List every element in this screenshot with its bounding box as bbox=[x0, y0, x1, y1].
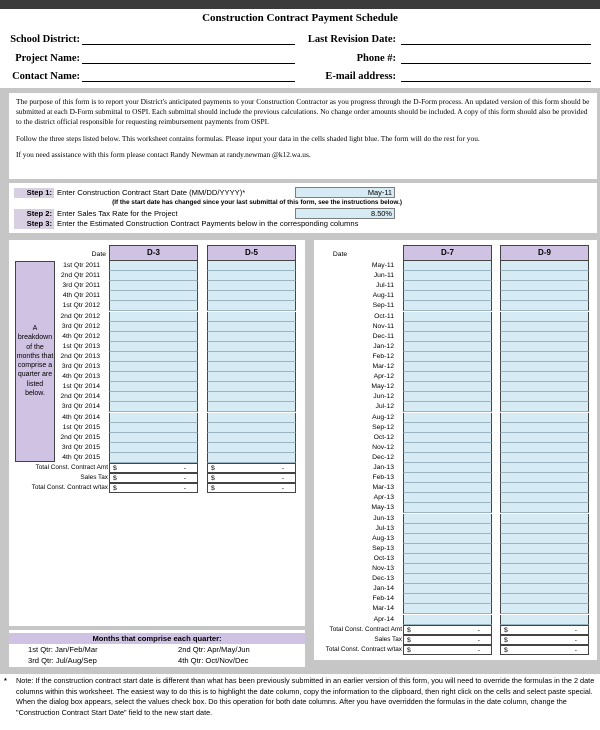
month-date-label: Jul-11 bbox=[375, 282, 394, 290]
payment-input-d-5[interactable] bbox=[207, 402, 296, 412]
month-date-label: Feb-13 bbox=[372, 474, 394, 482]
payment-input-d-7[interactable] bbox=[403, 402, 492, 412]
currency-symbol: $ bbox=[211, 465, 215, 472]
month-date-label: May-12 bbox=[371, 383, 394, 391]
total-value: - bbox=[574, 626, 577, 634]
payment-input-d-9[interactable] bbox=[500, 483, 589, 493]
payment-input-d-9[interactable] bbox=[500, 453, 589, 463]
total-value-cell bbox=[403, 635, 492, 645]
payment-input-d-7[interactable] bbox=[403, 443, 492, 453]
step2-text: Enter Sales Tax Rate for the Project bbox=[57, 209, 178, 218]
payment-input-d-3[interactable] bbox=[109, 413, 198, 423]
payment-input-d-9[interactable] bbox=[500, 271, 589, 281]
total-label: Total Const. Contract w/tax bbox=[31, 484, 108, 492]
page-title: Construction Contract Payment Schedule bbox=[202, 12, 398, 24]
payment-input-d-9[interactable] bbox=[500, 342, 589, 352]
month-date-label: Nov-12 bbox=[372, 443, 394, 451]
quarter-date-label: 4th Qtr 2012 bbox=[62, 332, 100, 340]
payment-input-d-7[interactable] bbox=[403, 574, 492, 584]
month-date-label: Jan-13 bbox=[373, 464, 394, 471]
payment-input-d-9[interactable] bbox=[500, 392, 589, 402]
payment-input-d-9[interactable] bbox=[500, 615, 589, 625]
currency-symbol: $ bbox=[407, 636, 411, 644]
step1-note: (If the start date has changed since your last submittal of this form, see the instructions below.) bbox=[112, 199, 402, 206]
start-date-input[interactable]: May-11 bbox=[295, 187, 395, 198]
quarter-date-label: 3rd Qtr 2012 bbox=[61, 322, 100, 330]
payment-input-d-7[interactable] bbox=[403, 544, 492, 554]
month-date-label: Feb-12 bbox=[372, 352, 394, 360]
month-date-label: Aug-11 bbox=[372, 292, 394, 300]
phone-label: Phone #: bbox=[356, 53, 396, 64]
month-date-label: Jul-13 bbox=[375, 524, 394, 532]
total-value: - bbox=[281, 465, 284, 472]
payment-input-d-3[interactable] bbox=[109, 271, 198, 281]
payment-input-d-7[interactable] bbox=[403, 584, 492, 594]
month-date-label: Dec-11 bbox=[372, 332, 394, 340]
payment-input-d-7[interactable] bbox=[403, 423, 492, 433]
payment-input-d-9[interactable] bbox=[500, 402, 589, 412]
payment-input-d-9[interactable] bbox=[500, 544, 589, 554]
note-text: Note: If the construction contract start date is different than what has been previously submitted in an earlier version of this form, you will need to override the formulas in the 2 date columns within this worksheet. The easiest way to do this is to highlight the date column, copy the information to the clipboard, then right click on the cells and select paste special. When the dialog box appears, select the values check box. Do this operation for both date columns. After you have overridden the formulas in the date column, change the "Construction Contract Start Date" field to the new start date. bbox=[16, 676, 595, 717]
school-district-field[interactable] bbox=[82, 34, 295, 45]
payment-input-d-7[interactable] bbox=[403, 453, 492, 463]
right-date-header: Date bbox=[332, 251, 348, 258]
payment-input-d-9[interactable] bbox=[500, 584, 589, 594]
total-value-cell bbox=[403, 645, 492, 655]
quarter-date-label: 3rd Qtr 2014 bbox=[61, 403, 100, 411]
currency-symbol: $ bbox=[113, 475, 117, 483]
month-date-label: Nov-11 bbox=[372, 322, 394, 330]
month-date-label: Jul-12 bbox=[375, 403, 394, 411]
payment-input-d-7[interactable] bbox=[403, 382, 492, 392]
phone-field[interactable] bbox=[401, 53, 591, 64]
step3-text: Enter the Estimated Construction Contract Payments below in the corresponding columns bbox=[57, 219, 359, 228]
payment-input-d-9[interactable] bbox=[500, 332, 589, 342]
quarter-date-label: 1st Qtr 2011 bbox=[63, 262, 100, 269]
payment-input-d-7[interactable] bbox=[403, 261, 492, 271]
school-district-label: School District: bbox=[10, 34, 80, 45]
total-label: Sales Tax bbox=[374, 635, 402, 643]
payment-input-d-5[interactable] bbox=[207, 453, 296, 463]
currency-symbol: $ bbox=[113, 465, 117, 472]
payment-input-d-5[interactable] bbox=[207, 261, 296, 271]
total-label: Total Const. Contract Amt bbox=[329, 625, 402, 633]
quarter-date-label: 2nd Qtr 2014 bbox=[60, 393, 100, 401]
instructions-paragraph: Follow the three steps listed below. This worksheet contains formulas. Please input your data in the cells shaded light blue. The form will do the rest for you. bbox=[16, 133, 480, 143]
months-title: Months that comprise each quarter: bbox=[9, 633, 305, 644]
payment-input-d-9[interactable] bbox=[500, 503, 589, 513]
payment-input-d-9[interactable] bbox=[500, 382, 589, 392]
month-date-label: Jun-12 bbox=[373, 393, 394, 401]
total-value-cell bbox=[207, 473, 296, 483]
project-name-label: Project Name: bbox=[15, 53, 80, 64]
months-q2: 2nd Qtr: Apr/May/Jun bbox=[178, 645, 250, 654]
payment-input-d-7[interactable] bbox=[403, 524, 492, 534]
month-date-label: Jan-12 bbox=[373, 342, 394, 350]
payment-input-d-9[interactable] bbox=[500, 291, 589, 301]
month-date-label: Apr-12 bbox=[373, 373, 394, 381]
month-date-label: Jan-14 bbox=[373, 585, 394, 593]
month-date-label: Mar-13 bbox=[372, 484, 394, 492]
payment-input-d-3[interactable] bbox=[109, 322, 198, 332]
payment-input-d-9[interactable] bbox=[500, 413, 589, 423]
payment-input-d-7[interactable] bbox=[403, 433, 492, 443]
quarter-date-label: 1st Qtr 2013 bbox=[62, 342, 100, 350]
payment-input-d-3[interactable] bbox=[109, 402, 198, 412]
contact-name-field[interactable] bbox=[82, 71, 295, 82]
total-value: - bbox=[477, 626, 480, 634]
payment-input-d-9[interactable] bbox=[500, 281, 589, 291]
quarter-date-label: 4th Qtr 2014 bbox=[62, 413, 100, 421]
payment-input-d-3[interactable] bbox=[109, 261, 198, 271]
payment-input-d-3[interactable] bbox=[109, 332, 198, 342]
quarter-date-label: 3rd Qtr 2013 bbox=[61, 363, 100, 370]
payment-input-d-7[interactable] bbox=[403, 483, 492, 493]
payment-input-d-9[interactable] bbox=[500, 463, 589, 473]
total-value: - bbox=[183, 465, 186, 472]
quarter-date-label: 2nd Qtr 2011 bbox=[60, 272, 100, 280]
total-value: - bbox=[574, 636, 577, 644]
payment-input-d-9[interactable] bbox=[500, 301, 589, 311]
payment-input-d-7[interactable] bbox=[403, 534, 492, 544]
payment-input-d-3[interactable] bbox=[109, 301, 198, 311]
payment-input-d-5[interactable] bbox=[207, 342, 296, 352]
month-date-label: Jun-13 bbox=[373, 514, 394, 522]
month-date-label: Apr-14 bbox=[373, 615, 394, 623]
payment-input-d-7[interactable] bbox=[403, 463, 492, 473]
total-value-cell bbox=[207, 483, 296, 493]
payment-input-d-7[interactable] bbox=[403, 352, 492, 362]
currency-symbol: $ bbox=[211, 475, 215, 483]
step3-label: Step 3: bbox=[14, 219, 54, 229]
payment-input-d-7[interactable] bbox=[403, 332, 492, 342]
payment-input-d-7[interactable] bbox=[403, 342, 492, 352]
column-header-d3: D-3 bbox=[109, 245, 198, 261]
payment-input-d-9[interactable] bbox=[500, 514, 589, 524]
quarter-date-label: 2nd Qtr 2015 bbox=[60, 433, 100, 441]
month-date-label: Feb-14 bbox=[372, 595, 394, 603]
payment-input-d-9[interactable] bbox=[500, 554, 589, 564]
payment-input-d-9[interactable] bbox=[500, 433, 589, 443]
quarter-date-label: 2nd Qtr 2012 bbox=[60, 312, 100, 320]
payment-input-d-9[interactable] bbox=[500, 443, 589, 453]
quarter-date-label: 1st Qtr 2012 bbox=[62, 302, 100, 310]
payment-input-d-3[interactable] bbox=[109, 342, 198, 352]
payment-input-d-7[interactable] bbox=[403, 291, 492, 301]
month-date-label: Dec-12 bbox=[372, 453, 394, 461]
payment-input-d-3[interactable] bbox=[109, 433, 198, 443]
payment-input-d-5[interactable] bbox=[207, 392, 296, 402]
payment-input-d-7[interactable] bbox=[403, 604, 492, 614]
total-value-cell bbox=[109, 483, 198, 493]
total-value: - bbox=[281, 485, 284, 493]
step1-text: Enter Construction Contract Start Date (MM/DD/YYYY)* bbox=[57, 188, 246, 197]
currency-symbol: $ bbox=[113, 485, 117, 493]
left-date-header: Date bbox=[91, 251, 106, 258]
total-label: Total Const. Contract Amt bbox=[35, 464, 108, 471]
payment-input-d-5[interactable] bbox=[207, 413, 296, 423]
month-date-label: May-13 bbox=[371, 504, 394, 512]
payment-input-d-7[interactable] bbox=[403, 392, 492, 402]
quarter-date-label: 3rd Qtr 2015 bbox=[61, 443, 100, 451]
currency-symbol: $ bbox=[504, 626, 508, 634]
payment-input-d-9[interactable] bbox=[500, 564, 589, 574]
payment-input-d-7[interactable] bbox=[403, 281, 492, 291]
payment-input-d-5[interactable] bbox=[207, 352, 296, 362]
total-value-cell bbox=[207, 463, 296, 473]
month-date-label: Sep-11 bbox=[372, 302, 394, 310]
payment-input-d-9[interactable] bbox=[500, 493, 589, 503]
email-label: E-mail address: bbox=[325, 71, 396, 82]
step1-label: Step 1: bbox=[14, 188, 54, 198]
month-date-label: Oct-12 bbox=[373, 433, 394, 441]
month-date-label: Jun-11 bbox=[373, 272, 394, 280]
payment-input-d-5[interactable] bbox=[207, 433, 296, 443]
payment-input-d-7[interactable] bbox=[403, 554, 492, 564]
currency-symbol: $ bbox=[407, 626, 411, 634]
quarter-date-label: 3rd Qtr 2011 bbox=[62, 282, 100, 290]
total-value-cell bbox=[109, 463, 198, 473]
payment-input-d-5[interactable] bbox=[207, 291, 296, 301]
total-value: - bbox=[477, 646, 480, 654]
month-date-label: Oct-11 bbox=[374, 312, 394, 320]
payment-input-d-9[interactable] bbox=[500, 352, 589, 362]
currency-symbol: $ bbox=[211, 485, 215, 493]
payment-input-d-9[interactable] bbox=[500, 312, 589, 322]
total-value: - bbox=[477, 636, 480, 644]
payment-input-d-5[interactable] bbox=[207, 281, 296, 291]
payment-input-d-3[interactable] bbox=[109, 281, 198, 291]
payment-input-d-3[interactable] bbox=[109, 392, 198, 402]
months-q1: 1st Qtr: Jan/Feb/Mar bbox=[28, 645, 98, 654]
payment-input-d-3[interactable] bbox=[109, 291, 198, 301]
months-q3: 3rd Qtr: Jul/Aug/Sep bbox=[28, 656, 97, 665]
column-header-d7: D-7 bbox=[403, 245, 492, 261]
quarter-date-label: 1st Qtr 2014 bbox=[62, 383, 100, 391]
quarter-date-label: 4th Qtr 2013 bbox=[62, 373, 100, 381]
payment-input-d-3[interactable] bbox=[109, 443, 198, 453]
month-date-label: Sep-13 bbox=[372, 544, 394, 552]
quarter-date-label: 4th Qtr 2011 bbox=[62, 292, 100, 300]
payment-input-d-3[interactable] bbox=[109, 362, 198, 372]
quarter-breakdown-note: A breakdown of the months that comprise a quarter are listed below. bbox=[15, 261, 55, 462]
sales-tax-rate-input[interactable]: 8.50% bbox=[295, 208, 395, 219]
quarter-date-label: 2nd Qtr 2013 bbox=[60, 352, 100, 360]
payment-input-d-9[interactable] bbox=[500, 524, 589, 534]
step2-label: Step 2: bbox=[14, 209, 54, 219]
payment-input-d-9[interactable] bbox=[500, 261, 589, 271]
payment-input-d-5[interactable] bbox=[207, 312, 296, 322]
column-header-d5: D-5 bbox=[207, 245, 296, 261]
month-date-label: Nov-13 bbox=[372, 565, 394, 572]
total-value-cell bbox=[500, 635, 589, 645]
note-asterisk: * bbox=[4, 676, 7, 685]
month-date-label: Oct-13 bbox=[373, 554, 394, 562]
total-value: - bbox=[574, 646, 577, 654]
contact-name-label: Contact Name: bbox=[12, 71, 80, 82]
payment-input-d-7[interactable] bbox=[403, 362, 492, 372]
payment-input-d-9[interactable] bbox=[500, 322, 589, 332]
payment-input-d-7[interactable] bbox=[403, 503, 492, 513]
month-date-label: Mar-14 bbox=[372, 605, 394, 613]
currency-symbol: $ bbox=[504, 646, 508, 654]
total-value-cell bbox=[109, 473, 198, 483]
payment-input-d-9[interactable] bbox=[500, 473, 589, 483]
month-date-label: Sep-12 bbox=[372, 423, 394, 431]
payment-input-d-7[interactable] bbox=[403, 372, 492, 382]
total-value: - bbox=[183, 485, 186, 493]
currency-symbol: $ bbox=[407, 646, 411, 654]
payment-input-d-3[interactable] bbox=[109, 312, 198, 322]
month-date-label: Aug-12 bbox=[372, 413, 394, 421]
payment-input-d-7[interactable] bbox=[403, 514, 492, 524]
payment-input-d-9[interactable] bbox=[500, 604, 589, 614]
payment-input-d-7[interactable] bbox=[403, 271, 492, 281]
payment-input-d-9[interactable] bbox=[500, 362, 589, 372]
last-revision-label: Last Revision Date: bbox=[307, 34, 396, 45]
payment-input-d-5[interactable] bbox=[207, 322, 296, 332]
payment-input-d-9[interactable] bbox=[500, 423, 589, 433]
month-date-label: May-11 bbox=[371, 262, 394, 269]
payment-input-d-7[interactable] bbox=[403, 493, 492, 503]
payment-input-d-5[interactable] bbox=[207, 271, 296, 281]
email-field[interactable] bbox=[401, 71, 591, 82]
quarter-date-label: 4th Qtr 2015 bbox=[62, 453, 100, 461]
payment-input-d-5[interactable] bbox=[207, 443, 296, 453]
payment-input-d-5[interactable] bbox=[207, 301, 296, 311]
last-revision-field[interactable] bbox=[401, 34, 591, 45]
purpose-paragraph: The purpose of this form is to report your District's anticipated payments to your Construction Contractor as you progress through the D-Form process. An updated version of this form should be submitted at each D-Form submittal to OSPI. Each submittal should include the previous calculations. No change order amounts should be included. A copy of this form should also be provided to the district official responsible for requesting reimbursement payments from OSPI. bbox=[16, 97, 590, 127]
payment-input-d-7[interactable] bbox=[403, 615, 492, 625]
currency-symbol: $ bbox=[504, 636, 508, 644]
purpose-text-box bbox=[9, 93, 597, 179]
payment-input-d-7[interactable] bbox=[403, 312, 492, 322]
payment-input-d-9[interactable] bbox=[500, 594, 589, 604]
top-bar bbox=[0, 0, 600, 9]
payment-input-d-5[interactable] bbox=[207, 362, 296, 372]
payment-input-d-7[interactable] bbox=[403, 564, 492, 574]
payment-input-d-3[interactable] bbox=[109, 382, 198, 392]
month-date-label: Apr-13 bbox=[373, 494, 394, 502]
payment-input-d-7[interactable] bbox=[403, 301, 492, 311]
payment-input-d-9[interactable] bbox=[500, 372, 589, 382]
payment-input-d-3[interactable] bbox=[109, 423, 198, 433]
payment-input-d-7[interactable] bbox=[403, 413, 492, 423]
total-value-cell bbox=[403, 625, 492, 635]
payment-input-d-3[interactable] bbox=[109, 352, 198, 362]
total-value-cell bbox=[500, 645, 589, 655]
month-date-label: Mar-12 bbox=[372, 363, 394, 370]
payment-input-d-3[interactable] bbox=[109, 372, 198, 382]
payment-input-d-5[interactable] bbox=[207, 423, 296, 433]
payment-input-d-7[interactable] bbox=[403, 473, 492, 483]
month-date-label: Aug-13 bbox=[372, 534, 394, 542]
months-q4: 4th Qtr: Oct/Nov/Dec bbox=[178, 656, 249, 665]
payment-input-d-7[interactable] bbox=[403, 594, 492, 604]
payment-input-d-5[interactable] bbox=[207, 372, 296, 382]
total-value-cell bbox=[500, 625, 589, 635]
assistance-paragraph: If you need assistance with this form please contact Randy Newman at randy.newman @k12.wa.us. bbox=[16, 149, 311, 159]
payment-input-d-3[interactable] bbox=[109, 453, 198, 463]
payment-input-d-9[interactable] bbox=[500, 534, 589, 544]
payment-input-d-5[interactable] bbox=[207, 332, 296, 342]
total-value: - bbox=[183, 475, 186, 483]
month-date-label: Dec-13 bbox=[372, 575, 394, 583]
payment-input-d-5[interactable] bbox=[207, 382, 296, 392]
total-label: Total Const. Contract w/tax bbox=[325, 645, 402, 653]
payment-input-d-9[interactable] bbox=[500, 574, 589, 584]
total-value: - bbox=[281, 475, 284, 483]
total-label: Sales Tax bbox=[80, 474, 108, 482]
project-name-field[interactable] bbox=[82, 53, 295, 64]
quarter-date-label: 1st Qtr 2015 bbox=[62, 423, 100, 431]
payment-input-d-7[interactable] bbox=[403, 322, 492, 332]
column-header-d9: D-9 bbox=[500, 245, 589, 261]
